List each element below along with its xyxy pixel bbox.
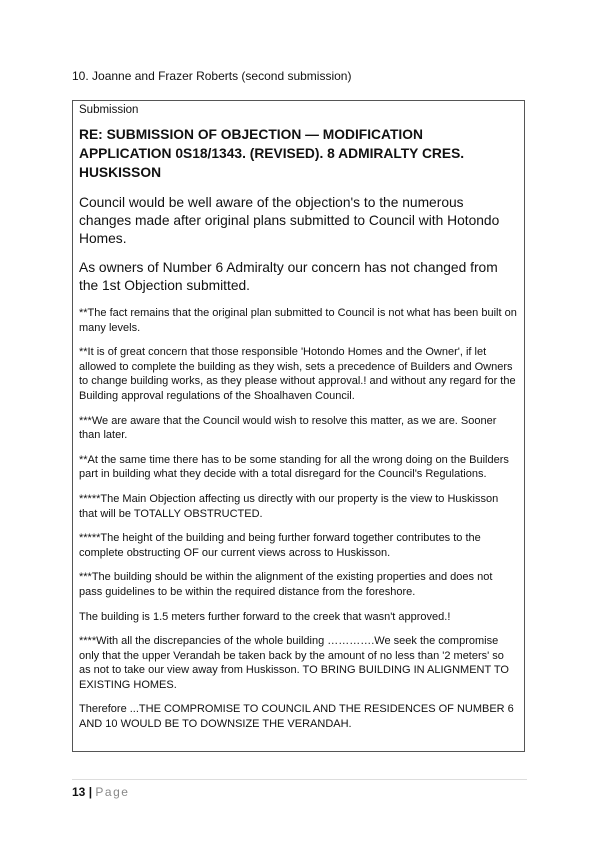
body-paragraph: **It is of great concern that those responsible 'Hotondo Homes and the Owner', if let allowed to complete the building as they wish, sets a precedence of Builders and Owners to change building works, as they please without approval.! and without any regard for the Building approval regulations of the Shoalhaven Council. [79, 346, 516, 402]
body-paragraph: **At the same time there has to be some standing for all the wrong doing on the Builders part in building what they decide with a total disregard for the Council's Regulations. [79, 453, 509, 481]
page-label: Page [95, 785, 130, 799]
body-paragraph: The building is 1.5 meters further forward to the creek that wasn't approved.! [79, 610, 451, 623]
submission-box [72, 100, 525, 752]
body-paragraph: *****The height of the building and being further forward together contributes to the complete obstructing OF our current views across to Huskisson. [79, 532, 481, 559]
lead-paragraph: Council would be well aware of the objection's to the numerous changes made after original plans submitted to Council with Hotondo Homes. [79, 195, 500, 246]
body-paragraph: ***The building should be within the alignment of the existing properties and does not pass guidelines to be within the required distance from the foreshore. [79, 571, 493, 598]
footer-separator: | [88, 785, 93, 799]
body-paragraph: *****The Main Objection affecting us directly with our property is the view to Huskisson that will be TOTALLY OBSTRUCTED. [79, 492, 499, 520]
lead-paragraph: As owners of Number 6 Admiralty our concern has not changed from the 1st Objection submitted. [79, 260, 498, 293]
body-paragraph: Therefore ...THE COMPROMISE TO COUNCIL AND THE RESIDENCES OF NUMBER 6 AND 10 WOULD BE TO DOWNSIZE THE VERANDAH. [79, 703, 514, 731]
body-paragraph: **The fact remains that the original plan submitted to Council is not what has been built on many levels. [79, 307, 517, 334]
page-footer [72, 785, 129, 799]
page-number: 13 [72, 785, 86, 799]
submission-heading: 10. Joanne and Frazer Roberts (second submission) [72, 69, 352, 83]
box-label: Submission [79, 104, 139, 116]
body-paragraph: ****With all the discrepancies of the whole building ………….We seek the compromise only that the upper Verandah be taken back by the amount of no less than '2 meters' so as not to take our view away from Huskisson. TO BRING BUILDING IN ALIGNMENT TO EXISTING HOMES. [79, 635, 509, 691]
body-paragraph: ***We are aware that the Council would wish to resolve this matter, as we are. Sooner than later. [79, 414, 497, 442]
submission-title: RE: SUBMISSION OF OBJECTION — MODIFICATION APPLICATION 0S18/1343. (REVISED). 8 ADMIRALTY CRES. HUSKISSON [79, 127, 465, 180]
footer-divider [72, 779, 527, 780]
